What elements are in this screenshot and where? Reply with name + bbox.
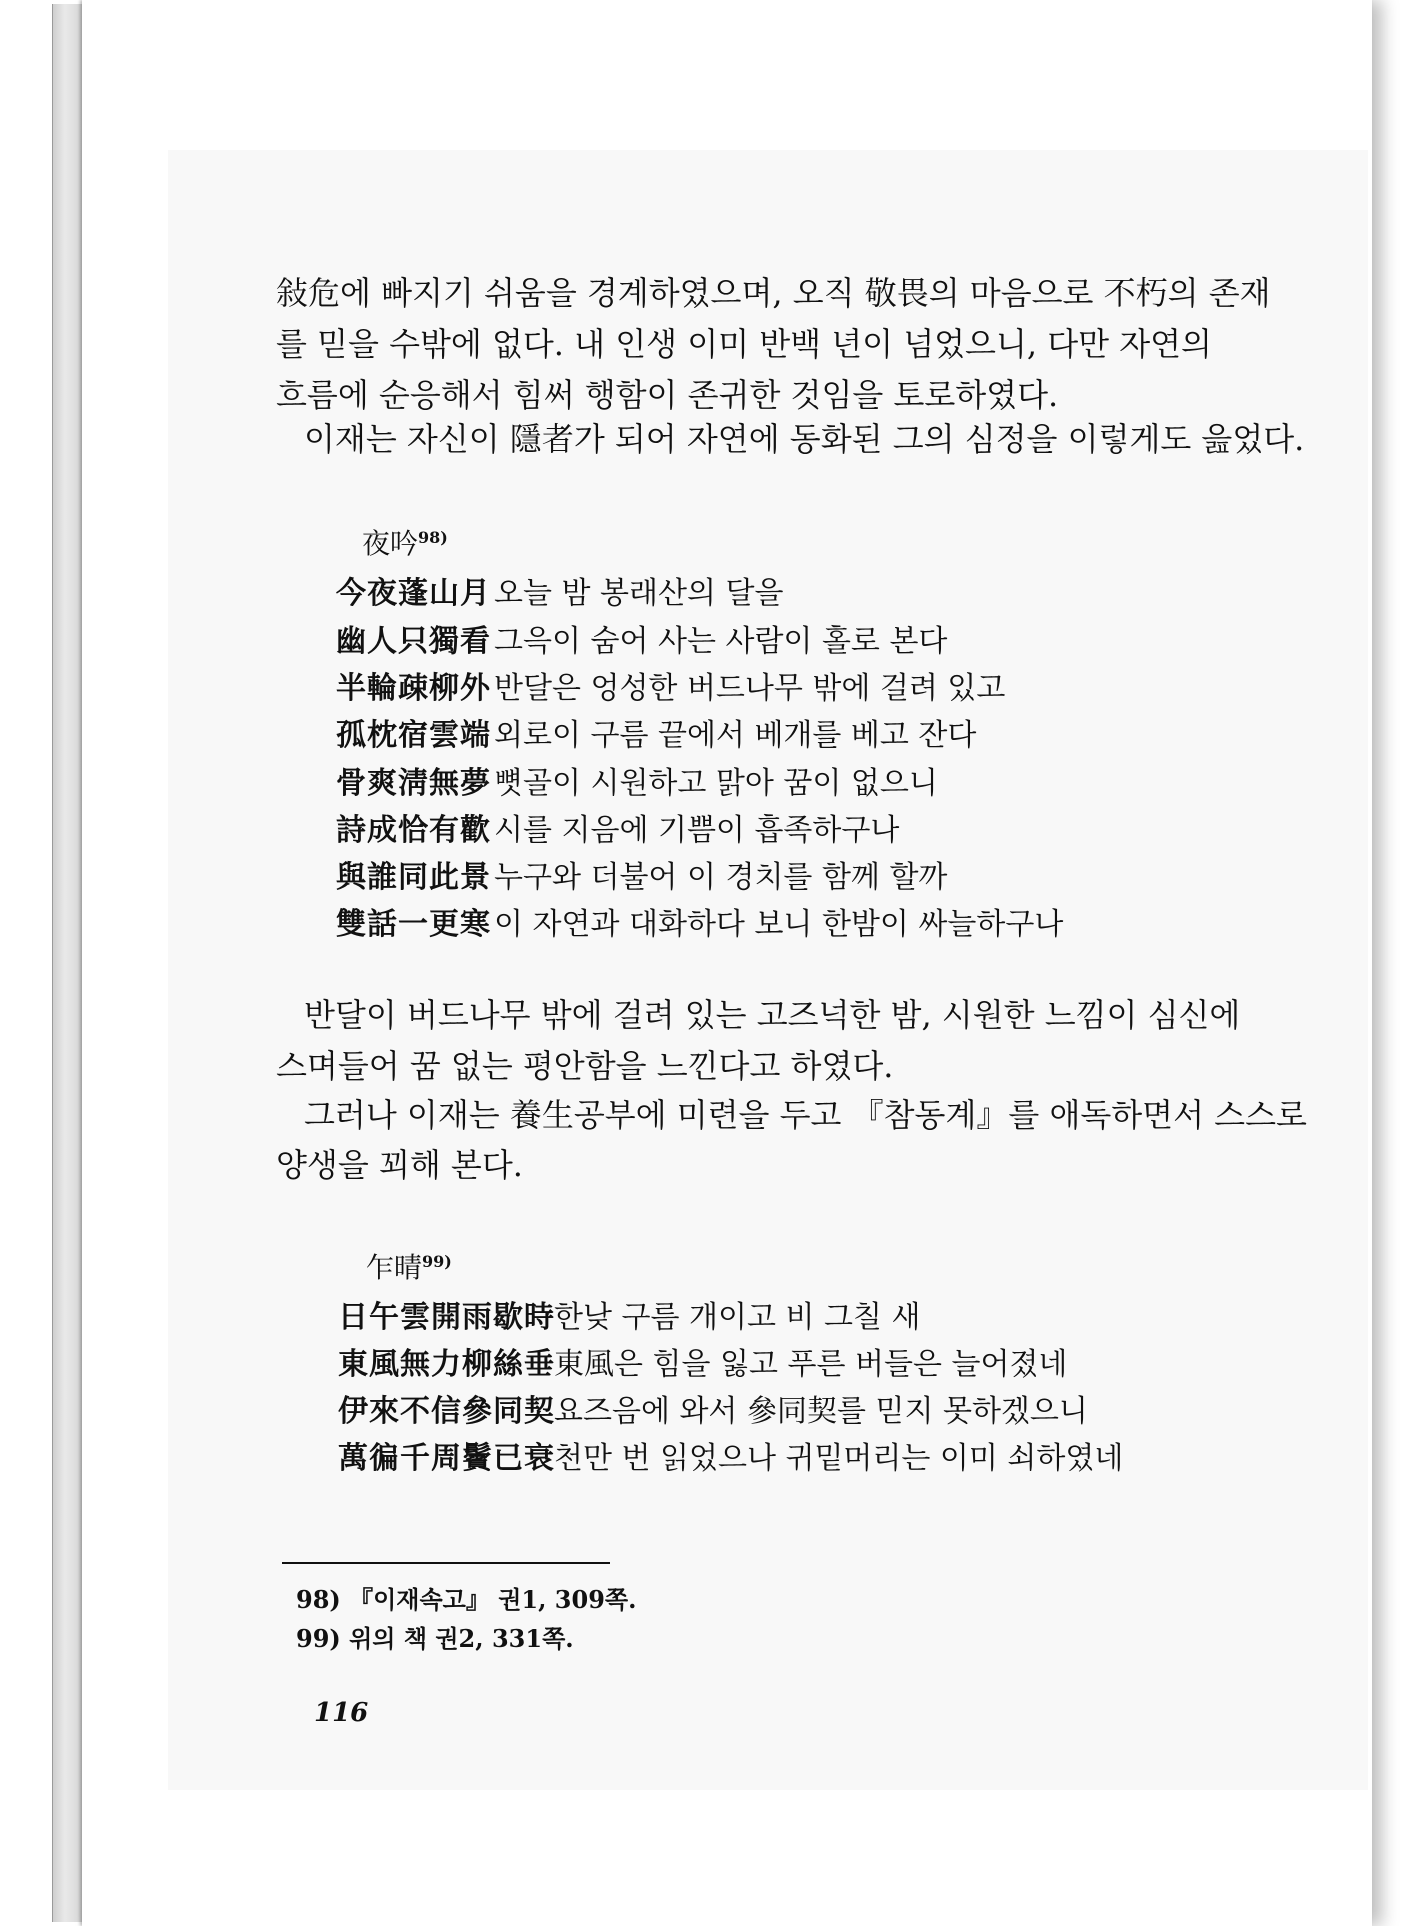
poem-original: 孤枕宿雲端 <box>336 718 491 753</box>
footnote-99: 99) 위의 책 권2, 331쪽. <box>296 1624 574 1653</box>
poem-translation: 요즈음에 와서 參同契를 믿지 못하겠으니 <box>554 1394 1088 1429</box>
footnote-ref: 98) <box>418 528 448 547</box>
poem-1-title <box>362 522 448 562</box>
poem-translation: 반달은 엉성한 버드나무 밖에 걸려 있고 <box>494 671 1006 706</box>
poem-original: 伊來不信參同契 <box>338 1394 555 1429</box>
paragraph-line: 반달이 버드나무 밖에 걸려 있는 고즈넉한 밤, 시원한 느낌이 심신에 <box>304 996 1241 1034</box>
poem-original: 與誰同此景 <box>336 860 491 895</box>
paragraph-line: 스며들어 꿈 없는 평안함을 느낀다고 하였다. <box>276 1047 894 1085</box>
poem-title-text: 乍晴 <box>366 1251 423 1284</box>
poem-translation: 누구와 더불어 이 경치를 함께 할까 <box>494 860 948 895</box>
paragraph-3-continued <box>276 1041 1256 1092</box>
poem-translation: 그윽이 숨어 사는 사람이 홀로 본다 <box>494 624 948 659</box>
book-spine-edge <box>52 4 83 1922</box>
poem-translation: 오늘 밤 봉래산의 달을 <box>494 576 784 611</box>
paragraph-line: 敍危에 빠지기 쉬움을 경계하였으며, 오직 敬畏의 마음으로 不朽의 존재 <box>276 274 1271 312</box>
poem-original: 日午雲開雨歇時 <box>338 1300 555 1335</box>
page-number: 116 <box>314 1698 369 1728</box>
poem-original: 萬徧千周鬢已衰 <box>338 1441 555 1476</box>
paragraph-line: 양생을 꾀해 본다. <box>276 1146 523 1184</box>
paragraph-line: 를 믿을 수밖에 없다. 내 인생 이미 반백 년이 넘었으니, 다만 자연의 <box>276 325 1212 363</box>
poem-translation: 東風은 힘을 잃고 푸른 버들은 늘어졌네 <box>554 1347 1068 1382</box>
poem-original: 骨爽淸無夢 <box>336 766 491 801</box>
paragraph-line: 이재는 자신이 隱者가 되어 자연에 동화된 그의 심정을 이렇게도 읊었다. <box>304 420 1305 458</box>
footnote-rule <box>282 1562 610 1564</box>
poem-original: 雙話一更寒 <box>336 907 491 942</box>
poem-translation: 외로이 구름 끝에서 베개를 베고 잔다 <box>494 718 977 753</box>
poem-title-text: 夜吟 <box>362 527 419 560</box>
poem-2-title <box>366 1246 452 1286</box>
poem-original: 東風無力柳絲垂 <box>338 1347 555 1382</box>
footnote-ref: 99) <box>422 1252 452 1271</box>
paragraph-2 <box>304 414 1305 465</box>
poem-translation: 뼛골이 시원하고 맑아 꿈이 없으니 <box>494 766 938 801</box>
paragraph-4-continued <box>276 1140 1256 1191</box>
poem-translation: 천만 번 읽었으나 귀밑머리는 이미 쇠하였네 <box>554 1441 1124 1476</box>
poem-original: 詩成恰有歡 <box>336 813 491 848</box>
poem-original: 半輪疎柳外 <box>336 671 491 706</box>
poem-original: 今夜蓬山月 <box>336 576 491 611</box>
poem-translation: 한낮 구름 개이고 비 그칠 새 <box>554 1300 921 1335</box>
footnote-98: 98) 『이재속고』 권1, 309쪽. <box>296 1585 637 1614</box>
paragraph-line: 흐름에 순응해서 힘써 행함이 존귀한 것임을 토로하였다. <box>276 376 1059 414</box>
poem-translation: 이 자연과 대화하다 보니 한밤이 싸늘하구나 <box>494 907 1064 942</box>
poem-translation: 시를 지음에 기쁨이 흡족하구나 <box>494 813 900 848</box>
paragraph-3 <box>304 990 1284 1041</box>
paragraph-4 <box>304 1090 1307 1141</box>
poem-original: 幽人只獨看 <box>336 624 491 659</box>
paragraph-1 <box>276 268 1271 421</box>
paragraph-line: 그러나 이재는 養生공부에 미련을 두고 『참동계』를 애독하면서 스스로 <box>304 1096 1307 1134</box>
